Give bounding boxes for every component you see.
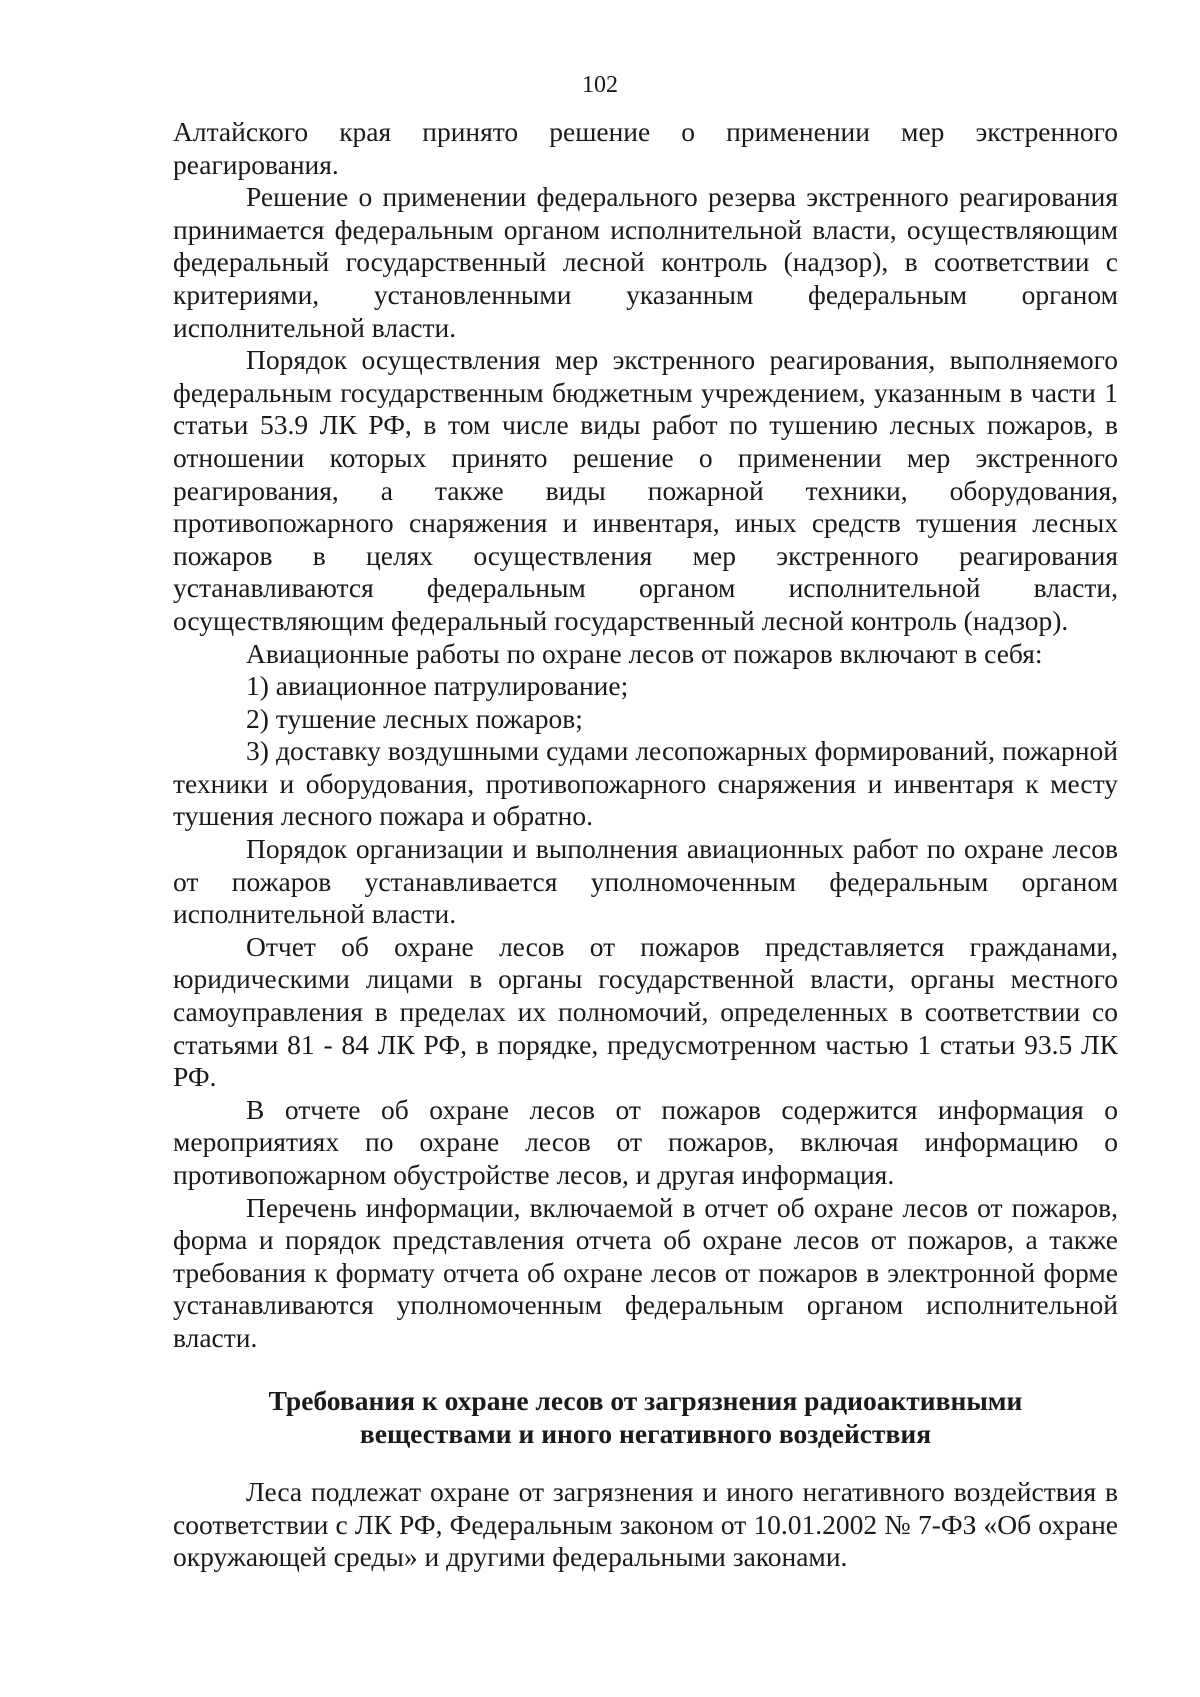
section-heading: [173, 1385, 1118, 1450]
section-body: [173, 1476, 1118, 1574]
section-heading-line-1: Требования к охране лесов от загрязнения радиоактивными: [268, 1385, 1023, 1416]
paragraph-continuation: Алтайского края принято решение о применении мер экстренного реагирования.: [173, 116, 1118, 180]
body-text: [173, 116, 1118, 1355]
list-item-3: 3) доставку воздушными судами лесопожарных формирований, пожарной техники и оборудования, противопожарного снаряжения и инвентаря к месту тушения лесного пожара и обратно.: [173, 735, 1118, 832]
paragraph-report-format: Перечень информации, включаемой в отчет об охране лесов от пожаров, форма и порядок представления отчета об охране лесов от пожаров, а также требования к формату отчета об охране лесов от пожаров в электронной форме устанавливаются уполномоченным федеральным органом исполнительной власти.: [173, 1191, 1118, 1353]
paragraph-report: Отчет об охране лесов от пожаров представляется гражданами, юридическими лицами в органы государственной власти, органы местного самоуправления в пределах их полномочий, определенных в соответствии со статьями 81 - 84 ЛК РФ, в порядке, предусмотренном частью 1 статьи 93.5 ЛК РФ.: [173, 930, 1118, 1093]
section-heading-line-2: веществами и иного негативного воздействия: [359, 1417, 932, 1449]
list-item-2: 2) тушение лесных пожаров;: [246, 702, 583, 734]
paragraph-report-contents: В отчете об охране лесов от пожаров содержится информация о мероприятиях по охране лесов от пожаров, включая информацию о противопожарном обустройстве лесов, и другая информация.: [173, 1093, 1118, 1190]
paragraph-emergency-procedure: Порядок осуществления мер экстренного реагирования, выполняемого федеральным государственным бюджетным учреждением, указанным в части 1 статьи 53.9 ЛК РФ, в том числе виды работ по тушению лесных пожаров, в отношении которых принято решение о применении мер экстренного реагирования, а также виды пожарной техники, оборудования, противопожарного снаряжения и инвентаря, иных средств тушения лесных пожаров в целях осуществления мер экстренного реагирования устанавливаются федеральным органом исполнительной власти, осуществляющим федеральный государственный лесной контроль (надзор).: [173, 344, 1118, 636]
page-number: 102: [582, 72, 618, 98]
paragraph-aviation-works-intro: Авиационные работы по охране лесов от пожаров включают в себя:: [246, 637, 1043, 669]
paragraph-federal-reserve: Решение о применении федерального резерва экстренного реагирования принимается федеральным органом исполнительной власти, осуществляющим федеральный государственный лесной контроль (надзор), в соответствии с критериями, установленными указанным федеральным органом исполнительной власти.: [173, 181, 1118, 343]
list-item-1: 1) авиационное патрулирование;: [246, 670, 629, 702]
paragraph-protection-pollution: Леса подлежат охране от загрязнения и иного негативного воздействия в соответствии с ЛК РФ, Федеральным законом от 10.01.2002 № 7-ФЗ «Об охране окружающей среды» и другими федеральными законами.: [173, 1476, 1118, 1573]
paragraph-aviation-order: Порядок организации и выполнения авиационных работ по охране лесов от пожаров устанавливается уполномоченным федеральным органом исполнительной власти.: [173, 833, 1118, 930]
